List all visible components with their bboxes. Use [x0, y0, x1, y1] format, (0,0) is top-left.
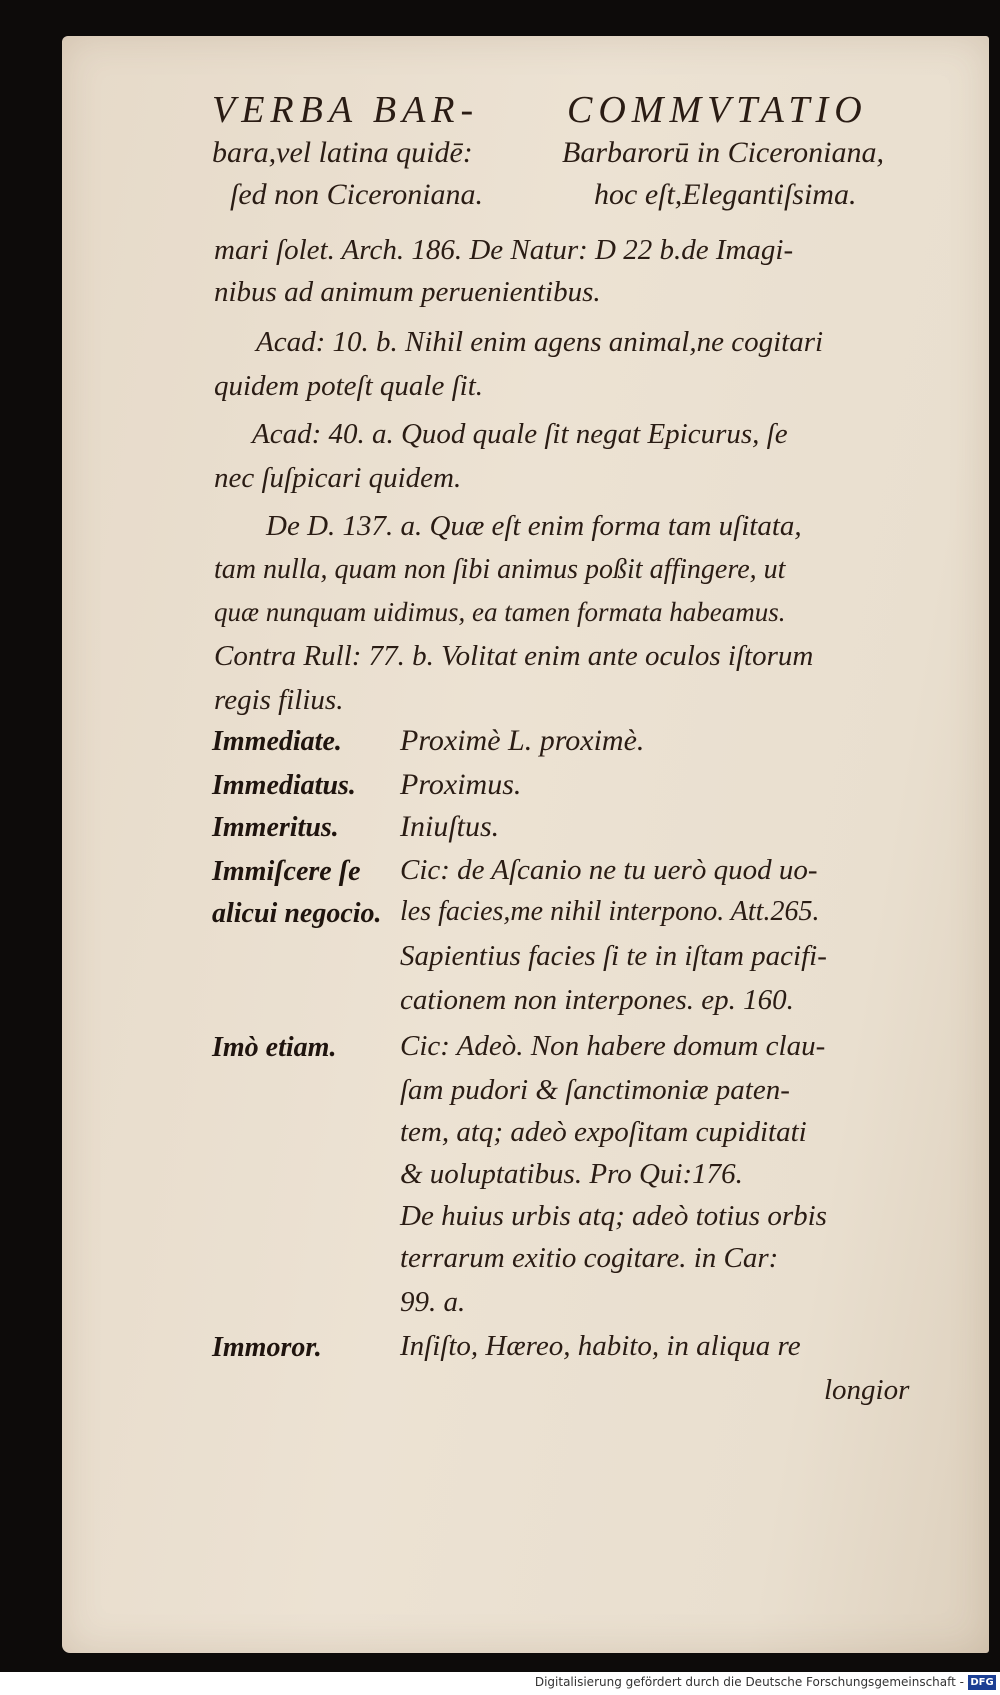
entry-gloss: Cic: de Aſcanio ne tu uerò quod uo- [400, 854, 818, 886]
body-line: quidem poteſt quale ſit. [214, 370, 484, 402]
header-right-sub2: hoc eſt,Elegantiſsima. [594, 178, 857, 211]
entry-lemma: Immediate. [212, 726, 342, 757]
body-line: mari ſolet. Arch. 186. De Natur: D 22 b.de Imagi- [214, 234, 794, 266]
body-line: regis filius. [214, 684, 344, 716]
entry-gloss: tem, atq; adeò expoſitam cupiditati [400, 1116, 807, 1148]
entry-lemma: Imò etiam. [212, 1032, 337, 1063]
entry-gloss: 99. a. [400, 1286, 466, 1318]
entry-gloss: Cic: Adeò. Non habere domum clau- [400, 1030, 826, 1062]
body-line: nec ſuſpicari quidem. [214, 462, 462, 494]
catchword: longior [824, 1374, 910, 1406]
entry-lemma: alicui negocio. [212, 898, 382, 929]
body-line: De D. 137. a. Quæ eſt enim forma tam uſitata, [266, 510, 802, 542]
entry-gloss: Inſiſto, Hæreo, habito, in aliqua re [400, 1330, 801, 1362]
body-line: quæ nunquam uidimus, ea tamen formata habeamus. [214, 597, 786, 627]
header-right-title: COMMVTATIO [567, 89, 868, 131]
body-line: nibus ad animum peruenientibus. [214, 276, 601, 308]
body-line: Acad: 40. a. Quod quale ſit negat Epicurus, ſe [252, 418, 788, 450]
header-left-title: VERBA BAR- [212, 89, 480, 131]
entry-lemma: Immoror. [212, 1332, 322, 1363]
footer-credit-text: Digitalisierung gefördert durch die Deutsche Forschungsgemeinschaft - [534, 1675, 964, 1689]
dfg-logo-icon: DFG [968, 1675, 996, 1690]
entry-gloss: Proximè L. proximè. [400, 724, 645, 757]
entry-lemma: Immediatus. [212, 770, 356, 801]
entry-gloss: terrarum exitio cogitare. in Car: [400, 1242, 779, 1274]
entry-gloss: & uoluptatibus. Pro Qui:176. [400, 1158, 743, 1190]
body-line: Contra Rull: 77. b. Volitat enim ante oculos iſtorum [214, 640, 814, 672]
header-left-sub1: bara,vel latina quidē: [212, 136, 473, 169]
entry-gloss: Sapientius facies ſi te in iſtam pacifi- [400, 940, 827, 972]
entry-gloss: les facies,me nihil interpono. Att.265. [400, 896, 820, 927]
entry-gloss: Proximus. [400, 768, 522, 801]
entry-gloss: ſam pudori & ſanctimoniæ paten- [400, 1074, 790, 1106]
body-line: Acad: 10. b. Nihil enim agens animal,ne cogitari [256, 326, 824, 358]
header-left-sub2: ſed non Ciceroniana. [230, 178, 484, 211]
footer-bar [0, 1672, 1000, 1695]
body-line: tam nulla, quam non ſibi animus poßit affingere, ut [214, 554, 786, 585]
entry-lemma: Immeritus. [212, 812, 339, 843]
book-page [62, 36, 989, 1653]
header-right-sub1: Barbarorū in Ciceroniana, [562, 136, 884, 169]
entry-gloss: Iniuſtus. [400, 810, 500, 843]
entry-gloss: De huius urbis atq; adeò totius orbis [400, 1200, 827, 1232]
entry-lemma: Immiſcere ſe [212, 856, 361, 887]
entry-gloss: cationem non interpones. ep. 160. [400, 984, 794, 1016]
